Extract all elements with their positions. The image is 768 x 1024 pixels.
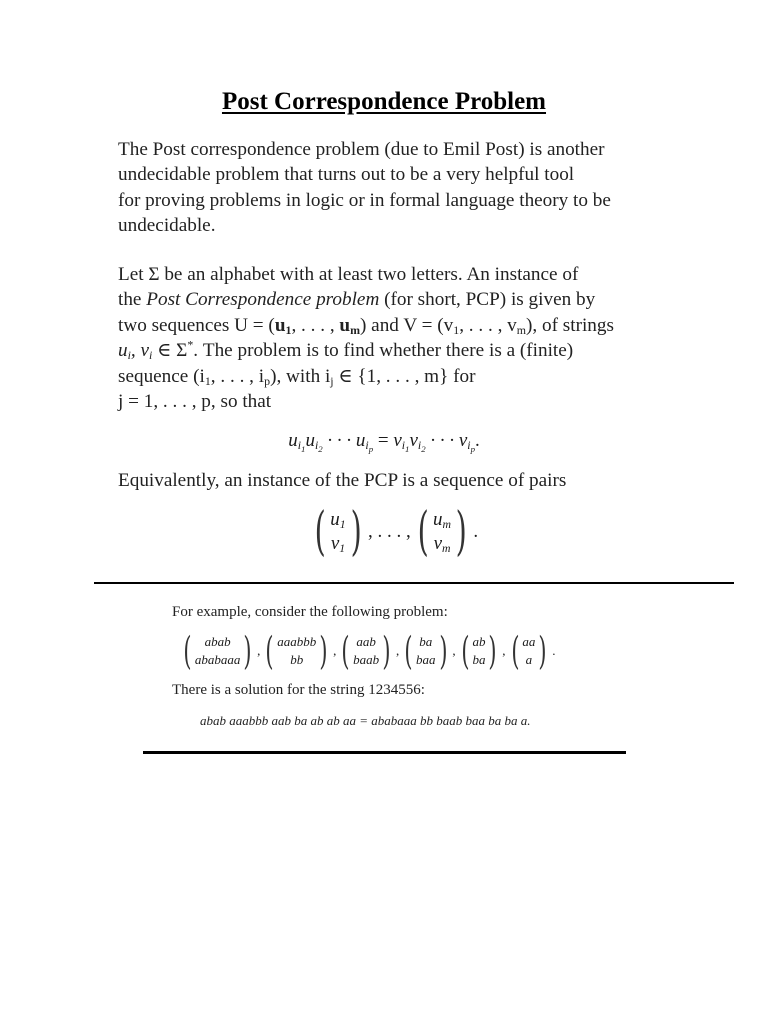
paragraph-line: j = 1, . . . , p, so that — [118, 391, 272, 413]
example-pair — [262, 629, 331, 673]
pcp-equation: $u_{i_1}u_{i_2}$ · · · $u_{i_p} = v_{i_1}v_{i_2}$ · · · $v_{i_p}$. — [288, 430, 480, 454]
pair-bottom: ababaaa — [194, 652, 241, 667]
pair-top: ba — [419, 634, 433, 649]
pairs-intro: Equivalently, an instance of the PCP is a sequence of pairs — [118, 470, 567, 491]
paragraph-line: The Post correspondence problem (due to Emil Post) is another — [118, 139, 605, 160]
left-paren: ( — [417, 502, 429, 562]
pair-top: aab — [356, 634, 376, 649]
left-paren: ( — [460, 629, 470, 673]
paragraph-line: undecidable problem that turns out to be a very helpful tool — [118, 164, 575, 186]
example-pair — [458, 629, 501, 673]
right-paren: ) — [438, 629, 448, 673]
page-title: Post Correspondence Problem — [221, 88, 547, 115]
pair-separator: , — [502, 643, 506, 658]
pair-bottom: baa — [416, 652, 436, 667]
example-pairs — [180, 629, 557, 673]
pair-separator: . — [552, 643, 556, 658]
pair-bottom: ba — [472, 652, 486, 667]
left-paren: ( — [183, 629, 192, 673]
paragraph-line: for proving problems in logic or in formal language theory to be — [118, 189, 611, 211]
right-paren: ) — [382, 629, 391, 673]
example-pair — [508, 629, 551, 673]
pair-separator: , — [257, 643, 261, 658]
right-paren: ) — [350, 502, 362, 562]
emphasis-text: Post Correspondence problem — [146, 289, 380, 311]
paragraph-line: the Post Correspondence problem (for short, PCP) is given by — [118, 289, 596, 311]
paragraph-line: sequence ($i_1$, . . . , $i_p$), with $i_j$ ∈ {1, . . . , m} for — [118, 365, 476, 388]
pair-bottom: bb — [290, 652, 304, 667]
pair-separator: , — [395, 643, 400, 658]
left-paren: ( — [404, 629, 413, 673]
left-paren: ( — [510, 629, 520, 673]
intro-paragraph — [118, 137, 690, 239]
pair-separator: , — [333, 643, 337, 658]
pair-separator: , — [452, 643, 456, 658]
example-intro: For example, consider the following problem: — [172, 604, 448, 620]
left-paren: ( — [265, 629, 274, 673]
example-pair — [338, 629, 394, 673]
divider-top — [94, 582, 734, 584]
ellipsis: , . . . , — [367, 521, 411, 542]
paragraph-line: $u_i$, $v_i$ ∈ Σ*. The problem is to find whether there is a (finite) — [118, 337, 574, 363]
solution-intro: There is a solution for the string 1234556: — [172, 682, 425, 698]
left-paren: ( — [314, 502, 326, 562]
solution-equation: abab aaabbb aab ba ab ab aa = ababaaa bb baab baa ba ba a. — [200, 713, 531, 728]
pair-bottom: a — [525, 652, 533, 667]
paragraph-line: Let Σ be an alphabet with at least two letters. An instance of — [118, 264, 579, 285]
paragraph-line: undecidable. — [118, 215, 216, 237]
example-pair — [180, 629, 255, 673]
example-pair — [401, 629, 450, 673]
pair-top: aa — [522, 634, 536, 649]
pair-last: ( $u_m$ $v_m$ ) — [417, 502, 467, 562]
pair-top: abab — [204, 634, 231, 649]
right-paren: ) — [488, 629, 497, 673]
paragraph-line: two sequences $U = (u_1$, . . . , $u_m$) and $V = (v_1$, . . . , $v_m$), of strings — [118, 314, 614, 337]
pair-top: ab — [472, 634, 486, 649]
right-paren: ) — [455, 502, 467, 562]
right-paren: ) — [243, 629, 252, 673]
right-paren: ) — [538, 629, 547, 673]
left-paren: ( — [341, 629, 350, 673]
general-pairs: ( $u_1$ $v_1$ ) , . . . , ( $u_m$ $v_m$ ) . — [310, 506, 480, 558]
right-paren: ) — [319, 629, 328, 673]
pair-top: aaabbb — [277, 634, 317, 649]
definition-paragraph — [118, 262, 690, 414]
pair-first: ( $u_1$ $v_1$ ) — [314, 502, 362, 562]
pair-bottom: baab — [353, 652, 380, 667]
divider-bottom — [143, 751, 626, 754]
